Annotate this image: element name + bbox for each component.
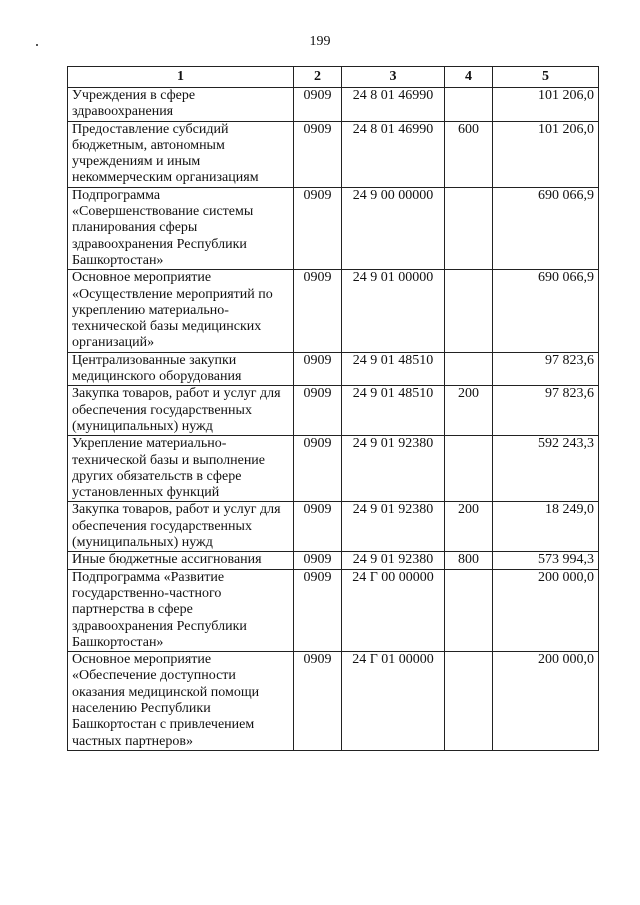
table-row	[68, 502, 599, 552]
row-expense-type: 800	[445, 552, 493, 569]
row-expense-type	[445, 436, 493, 502]
row-target-code: 24 9 01 48510	[342, 386, 445, 436]
column-header-section: 2	[294, 67, 342, 88]
row-section-code: 0909	[294, 88, 342, 122]
row-expense-type	[445, 88, 493, 122]
row-amount: 573 994,3	[493, 552, 599, 569]
row-amount: 101 206,0	[493, 88, 599, 122]
row-target-code: 24 9 01 92380	[342, 436, 445, 502]
table-row	[68, 270, 599, 352]
table-row	[68, 436, 599, 502]
table-row	[68, 187, 599, 269]
row-section-code: 0909	[294, 352, 342, 386]
row-expense-type	[445, 187, 493, 269]
table-row	[68, 88, 599, 122]
row-name: Закупка товаров, работ и услуг для обеспечения государственных (муниципальных) нужд	[68, 502, 294, 552]
row-expense-type	[445, 569, 493, 651]
table-row	[68, 552, 599, 569]
row-name: Подпрограмма «Развитие государственно-частного партнерства в сфере здравоохранения Республики Башкортостан»	[68, 569, 294, 651]
row-target-code: 24 9 01 48510	[342, 352, 445, 386]
row-name: Иные бюджетные ассигнования	[68, 552, 294, 569]
budget-table	[67, 66, 599, 751]
row-section-code: 0909	[294, 436, 342, 502]
page-number: 199	[309, 34, 331, 49]
row-amount: 690 066,9	[493, 270, 599, 352]
table-row	[68, 652, 599, 751]
row-name: Централизованные закупки медицинского оборудования	[68, 352, 294, 386]
row-expense-type: 200	[445, 502, 493, 552]
row-amount: 200 000,0	[493, 569, 599, 651]
table-row	[68, 352, 599, 386]
row-expense-type: 600	[445, 121, 493, 187]
column-header-target: 3	[342, 67, 445, 88]
row-amount: 200 000,0	[493, 652, 599, 751]
row-expense-type	[445, 352, 493, 386]
row-target-code: 24 Г 01 00000	[342, 652, 445, 751]
row-section-code: 0909	[294, 121, 342, 187]
row-target-code: 24 Г 00 00000	[342, 569, 445, 651]
table-header-row	[68, 67, 599, 88]
row-name: Укрепление материально-технической базы и выполнение других обязательств в сфере установленных функций	[68, 436, 294, 502]
row-amount: 97 823,6	[493, 352, 599, 386]
row-target-code: 24 9 01 92380	[342, 502, 445, 552]
row-section-code: 0909	[294, 187, 342, 269]
table-row	[68, 569, 599, 651]
row-target-code: 24 9 01 00000	[342, 270, 445, 352]
row-name: Основное мероприятие «Осуществление мероприятий по укреплению материально-технической базы медицинских организаций»	[68, 270, 294, 352]
row-amount: 690 066,9	[493, 187, 599, 269]
row-name: Закупка товаров, работ и услуг для обеспечения государственных (муниципальных) нужд	[68, 386, 294, 436]
row-amount: 101 206,0	[493, 121, 599, 187]
column-header-name: 1	[68, 67, 294, 88]
row-name: Предоставление субсидий бюджетным, автономным учреждениям и иным некоммерческим организациям	[68, 121, 294, 187]
table-row	[68, 386, 599, 436]
row-section-code: 0909	[294, 386, 342, 436]
row-section-code: 0909	[294, 552, 342, 569]
table-row	[68, 121, 599, 187]
row-target-code: 24 9 01 92380	[342, 552, 445, 569]
scan-speck	[36, 44, 38, 46]
column-header-expense: 4	[445, 67, 493, 88]
row-name: Подпрограмма «Совершенствование системы планирования сферы здравоохранения Республики Башкортостан»	[68, 187, 294, 269]
row-amount: 18 249,0	[493, 502, 599, 552]
row-target-code: 24 8 01 46990	[342, 121, 445, 187]
row-target-code: 24 8 01 46990	[342, 88, 445, 122]
row-expense-type	[445, 652, 493, 751]
row-section-code: 0909	[294, 652, 342, 751]
row-expense-type: 200	[445, 386, 493, 436]
column-header-amount: 5	[493, 67, 599, 88]
row-section-code: 0909	[294, 502, 342, 552]
row-amount: 592 243,3	[493, 436, 599, 502]
row-name: Учреждения в сфере здравоохранения	[68, 88, 294, 122]
row-section-code: 0909	[294, 569, 342, 651]
row-expense-type	[445, 270, 493, 352]
row-amount: 97 823,6	[493, 386, 599, 436]
row-section-code: 0909	[294, 270, 342, 352]
row-target-code: 24 9 00 00000	[342, 187, 445, 269]
row-name: Основное мероприятие «Обеспечение доступности оказания медицинской помощи населению Республики Башкортостан с привлечением частных партнеров»	[68, 652, 294, 751]
